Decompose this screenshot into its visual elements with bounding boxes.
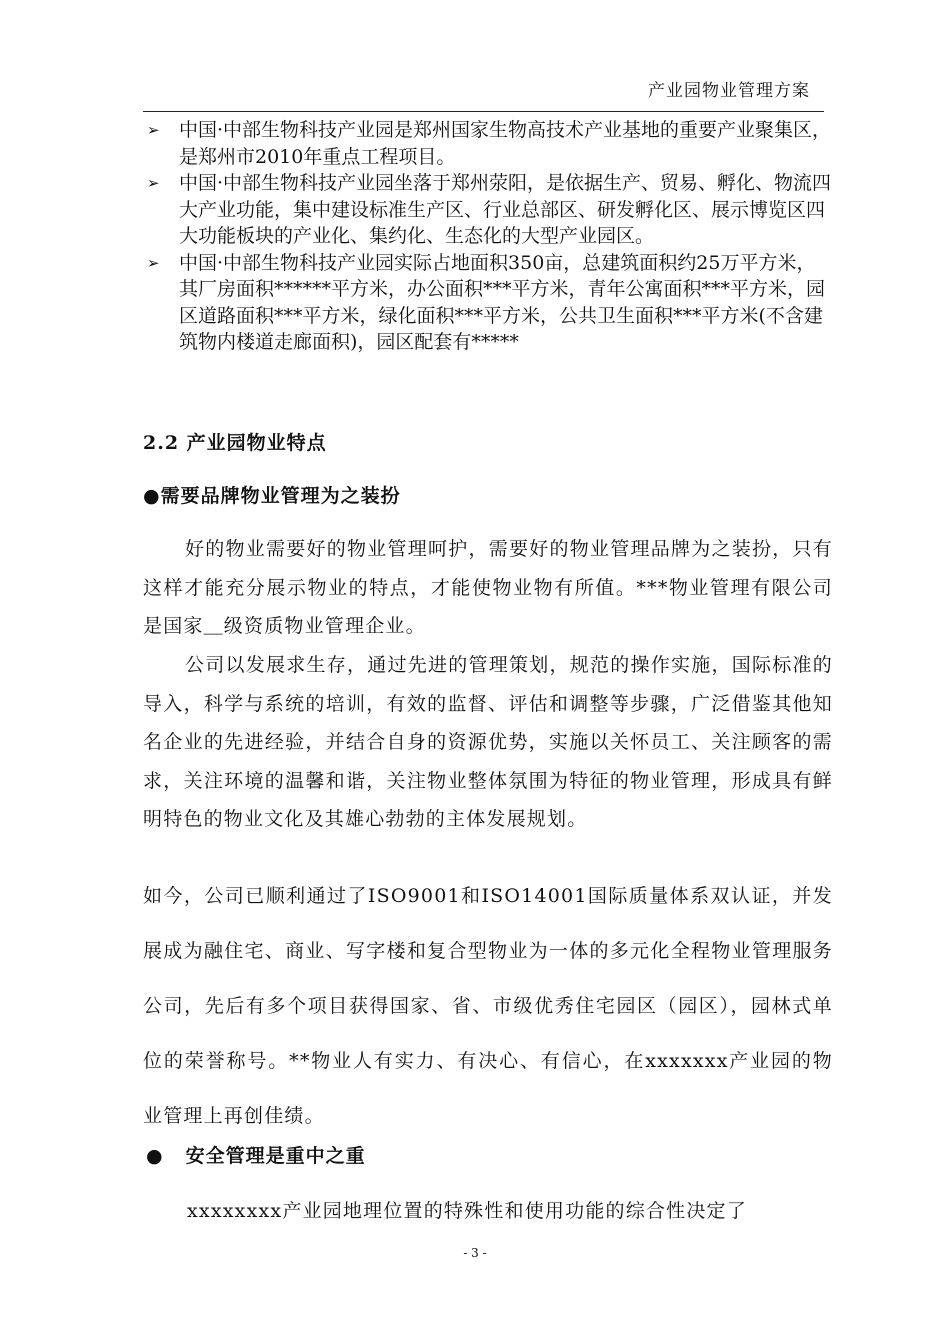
bullet-item: [143, 170, 833, 250]
section-heading: 2.2 产业园物业特点: [143, 432, 327, 454]
bullet-text: 中国·中部生物科技产业园坐落于郑州荥阳，是依据生产、贸易、孵化、物流四大产业功能，集中建设标准生产区、行业总部区、研发孵化区、展示博览区四大功能板块的产业化、集约化、生态化的大型产业园区。: [179, 172, 832, 247]
paragraph-safety: xxxxxxxx产业园地理位置的特殊性和使用功能的综合性决定了: [187, 1200, 747, 1222]
paragraph-company: 公司以发展求生存，通过先进的管理策划，规范的操作实施，国际标准的导入，科学与系统的培训，有效的监督、评估和调整等步骤，广泛借鉴其他知名企业的先进经验，并结合自身的资源优势，实施以关怀员工、关注顾客的需求，关注环境的温馨和谐，关注物业整体氛围为特征的物业管理，形成具有鲜明特色的物业文化及其雄心勃勃的主体发展规划。: [143, 654, 833, 830]
bullet-list: [143, 117, 833, 356]
page-number: - 3 -: [463, 1246, 487, 1260]
header-rule: [143, 111, 824, 112]
arrow-bullet-icon: ➢: [147, 121, 160, 139]
subheading-safety: [143, 1141, 366, 1168]
bullet-item: [143, 117, 833, 170]
subheading-brand: ●需要品牌物业管理为之装扮: [143, 485, 401, 507]
page-header-title: 产业园物业管理方案: [648, 81, 810, 101]
paragraph-certification: 如今，公司已顺利通过了ISO9001和ISO14001国际质量体系双认证，并发展成为融住宅、商业、写字楼和复合型物业为一体的多元化全程物业管理服务公司，先后有多个项目获得国家、省、市级优秀住宅园区（园区），园林式单位的荣誉称号。**物业人有实力、有决心、有信心，在xxxxxxx产业园的物业管理上再创佳绩。: [143, 885, 833, 1127]
arrow-bullet-icon: ➢: [147, 253, 160, 272]
subheading-safety-text: 安全管理是重中之重: [185, 1145, 366, 1167]
bullet-item: [143, 250, 833, 356]
bullet-text: 中国·中部生物科技产业园实际占地面积350亩，总建筑面积约25万平方米，其厂房面积******平方米，办公面积***平方米，青年公寓面积***平方米，园区道路面积***平方米，绿化面积***平方米，公共卫生面积***平方米(不含建筑物内楼道走廊面积)，园区配套有*****: [179, 251, 826, 353]
bullet-dot-icon: ●: [146, 1145, 164, 1167]
bullet-text: 中国·中部生物科技产业园是郑州国家生物高技术产业基地的重要产业聚集区，是郑州市2010年重点工程项目。: [179, 119, 832, 168]
arrow-bullet-icon: ➢: [147, 174, 160, 192]
paragraph-brand: 好的物业需要好的物业管理呵护，需要好的物业管理品牌为之装扮，只有这样才能充分展示物业的特点，才能使物业物有所值。***物业管理有限公司是国家＿级资质物业管理企业。: [143, 538, 833, 637]
